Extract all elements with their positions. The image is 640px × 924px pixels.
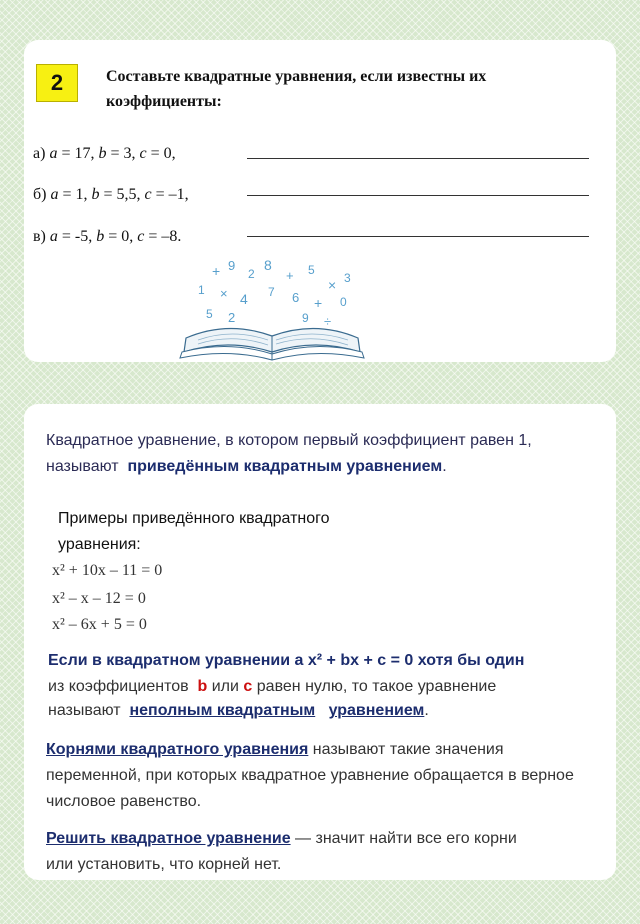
equation-item-b: б) a = 1, b = 5,5, c = –1,	[33, 186, 189, 203]
incomplete-definition-line2: из коэффициентов b или c равен нулю, то такое уравнение	[48, 678, 497, 695]
task-title: Составьте квадратные уравнения, если известны их коэффициенты:	[106, 68, 487, 110]
svg-text:0: 0	[340, 295, 347, 309]
solve-definition: Решить квадратное уравнение — значит найти все его корни или установить, что корней нет.	[46, 830, 517, 873]
roots-definition: Корнями квадратного уравнения называют такие значения переменной, при которых квадратное уравнение обращается в верное числовое равенство.	[46, 741, 574, 810]
answer-line-c	[247, 236, 589, 237]
svg-text:+: +	[286, 268, 294, 283]
answer-line-a	[247, 158, 589, 159]
example-equation-1: x² + 10x – 11 = 0	[52, 562, 163, 579]
svg-text:1: 1	[198, 283, 205, 297]
incomplete-definition-line1: Если в квадратном уравнении a x² + bx + c = 0 хотя бы один	[48, 652, 525, 669]
reduced-definition: Квадратное уравнение, в котором первый коэффициент равен 1, называют приведённым квадратным уравнением.	[46, 432, 532, 475]
svg-text:9: 9	[302, 311, 309, 325]
examples-title: Примеры приведённого квадратного уравнения:	[58, 510, 330, 553]
svg-text:×: ×	[328, 277, 337, 293]
svg-text:3: 3	[344, 271, 351, 285]
svg-text:+: +	[314, 295, 323, 311]
example-equation-3: x² – 6x + 5 = 0	[52, 616, 147, 633]
svg-text:2: 2	[228, 310, 236, 325]
svg-text:5: 5	[206, 307, 213, 321]
svg-text:6: 6	[292, 290, 300, 305]
example-equation-2: x² – x – 12 = 0	[52, 590, 146, 607]
svg-text:2: 2	[248, 267, 255, 281]
svg-text:÷: ÷	[324, 314, 332, 329]
svg-text:4: 4	[240, 291, 248, 307]
svg-text:9: 9	[228, 258, 236, 273]
svg-text:7: 7	[268, 285, 275, 299]
svg-text:×: ×	[220, 286, 228, 301]
open-book-illustration	[168, 256, 376, 366]
incomplete-definition-line3: называют неполным квадратным уравнением.	[48, 702, 429, 719]
equation-item-a: а) a = 17, b = 3, c = 0,	[33, 145, 176, 162]
svg-text:8: 8	[264, 257, 272, 273]
equation-item-c: в) a = -5, b = 0, c = –8.	[33, 228, 182, 245]
answer-line-b	[247, 195, 589, 196]
svg-text:5: 5	[308, 263, 315, 277]
svg-text:+: +	[212, 263, 221, 279]
task-number-badge: 2	[36, 64, 78, 102]
